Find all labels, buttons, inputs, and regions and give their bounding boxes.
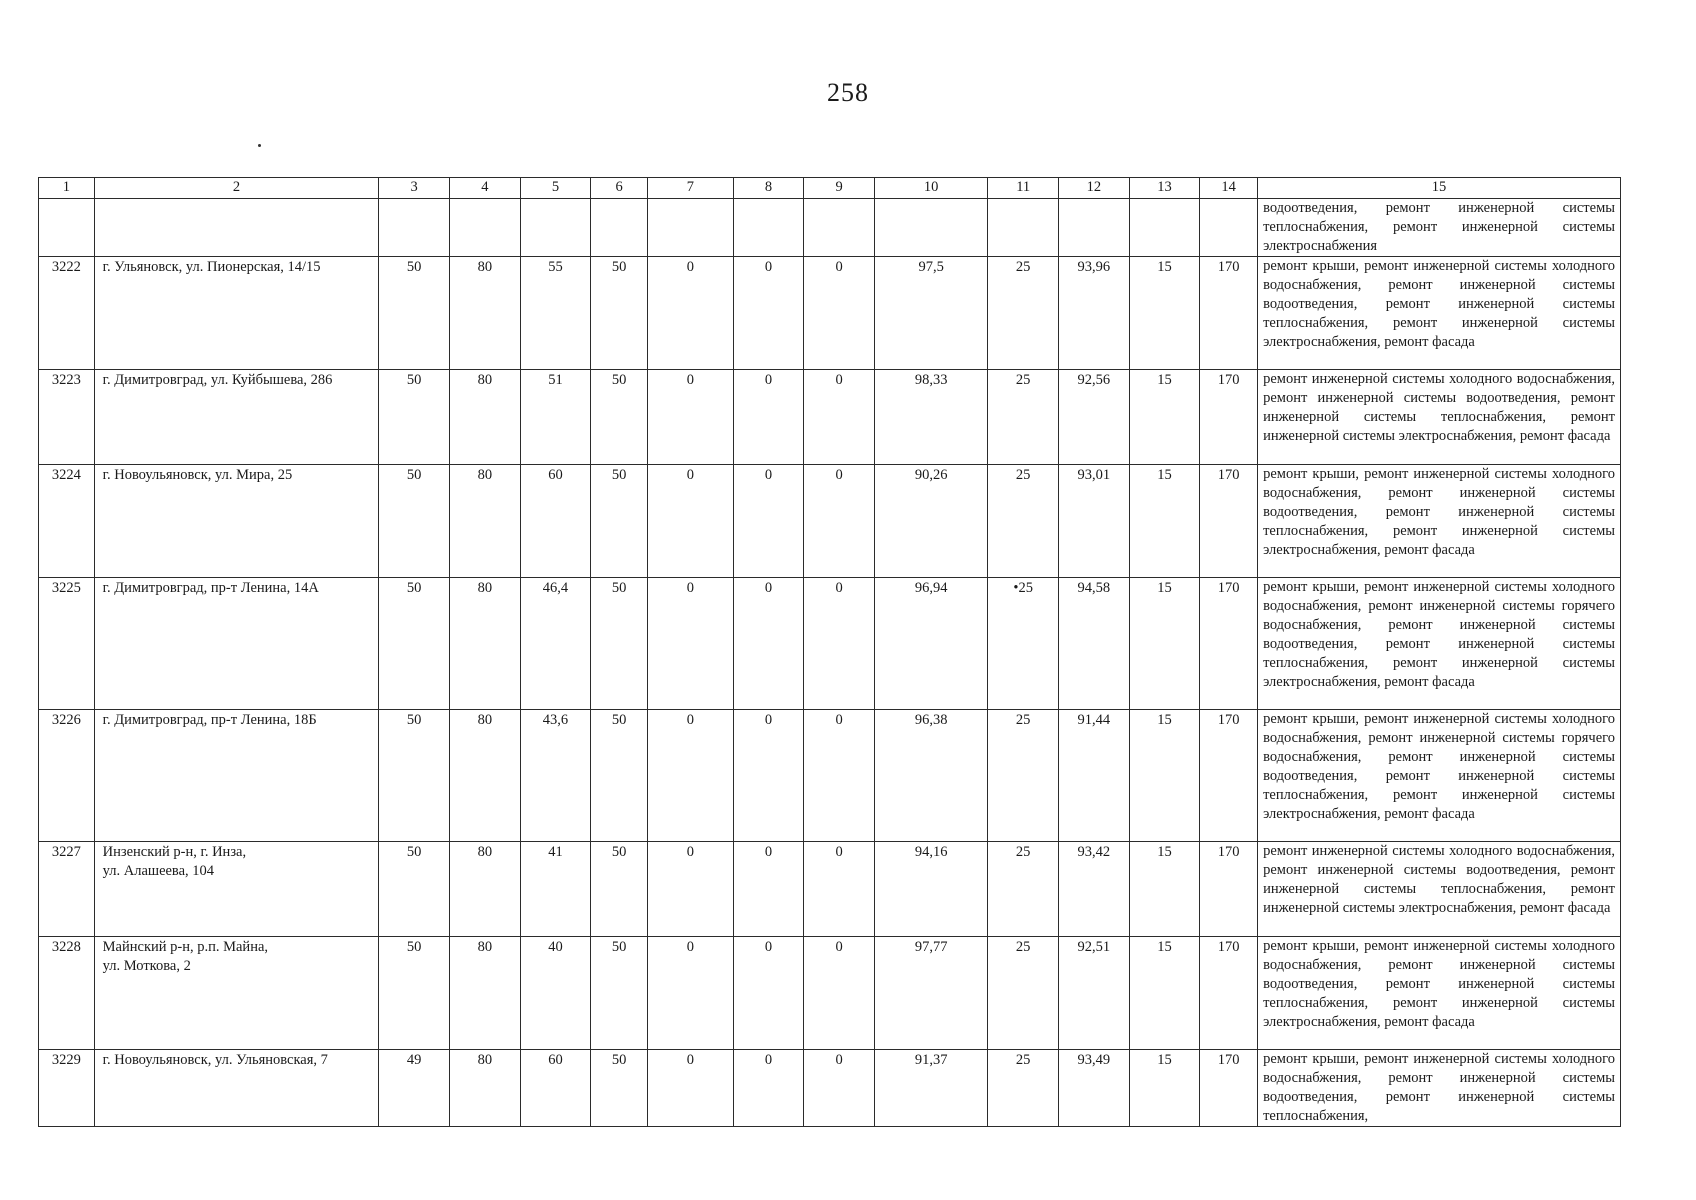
cell-work: ремонт инженерной системы холодного водоснабжения, ремонт инженерной системы водоотведения, ремонт инженерной системы теплоснабжения, ремонт инженерной системы электроснабжения, ремонт фасада [1258,370,1621,465]
column-header-9: 9 [804,178,875,199]
cell-c7: 0 [648,842,734,937]
cell-c13: 15 [1129,842,1200,937]
table-row [39,578,1621,710]
column-header-6: 6 [591,178,648,199]
cell-c5: 60 [520,465,591,578]
cell-c9: 0 [804,257,875,370]
cell-c7: 0 [648,465,734,578]
cell-c7: 0 [648,257,734,370]
cell-c5: 60 [520,1050,591,1127]
cell-id: 3224 [39,465,95,578]
cell-c11 [988,199,1059,257]
cell-address [94,370,379,465]
cell-work: ремонт крыши, ремонт инженерной системы холодного водоснабжения, ремонт инженерной системы горячего водоснабжения, ремонт инженерной системы водоотведения, ремонт инженерной системы теплоснабжения, ремонт инженерной системы электроснабжения, ремонт фасада [1258,578,1621,710]
column-header-11: 11 [988,178,1059,199]
column-header-1: 1 [39,178,95,199]
scan-speck [258,144,261,147]
cell-c5: 43,6 [520,710,591,842]
cell-work: ремонт крыши, ремонт инженерной системы холодного водоснабжения, ремонт инженерной системы горячего водоснабжения, ремонт инженерной системы водоотведения, ремонт инженерной системы теплоснабжения, ремонт инженерной системы электроснабжения, ремонт фасада [1258,710,1621,842]
cell-c3: 49 [379,1050,450,1127]
registry-table-wrapper [38,177,1621,1127]
cell-c3: 50 [379,842,450,937]
cell-c4: 80 [450,578,521,710]
cell-c12: 93,42 [1059,842,1130,937]
cell-c7: 0 [648,1050,734,1127]
registry-table [38,177,1621,1127]
cell-c11: 25 [988,1050,1059,1127]
address-line: г. Димитровград, ул. Куйбышева, 286 [102,372,333,388]
cell-c3: 50 [379,465,450,578]
cell-work: ремонт крыши, ремонт инженерной системы холодного водоснабжения, ремонт инженерной системы водоотведения, ремонт инженерной системы теплоснабжения, ремонт инженерной системы электроснабжения, ремонт фасада [1258,257,1621,370]
cell-id: 3222 [39,257,95,370]
cell-c13: 15 [1129,710,1200,842]
cell-c11: 25 [988,370,1059,465]
address-line: Инзенский р-н, г. Инза, [102,844,247,860]
cell-address [94,578,379,710]
cell-c12: 92,51 [1059,937,1130,1050]
cell-c13: 15 [1129,937,1200,1050]
cell-c3: 50 [379,257,450,370]
address-line: г. Новоульяновск, ул. Ульяновская, 7 [102,1052,328,1068]
column-header-7: 7 [648,178,734,199]
address-line: г. Новоульяновск, ул. Мира, 25 [102,467,293,483]
cell-c14: 170 [1200,1050,1258,1127]
cell-c3: 50 [379,370,450,465]
cell-c8: 0 [733,842,804,937]
cell-c13: 15 [1129,465,1200,578]
column-header-3: 3 [379,178,450,199]
cell-c6: 50 [591,842,648,937]
cell-work: ремонт инженерной системы холодного водоснабжения, ремонт инженерной системы водоотведения, ремонт инженерной системы теплоснабжения, ремонт инженерной системы электроснабжения, ремонт фасада [1258,842,1621,937]
cell-c11: 25 [988,842,1059,937]
cell-c5: 51 [520,370,591,465]
cell-c10: 91,37 [874,1050,987,1127]
address-line: г. Ульяновск, ул. Пионерская, 14/15 [102,259,321,275]
column-header-10: 10 [874,178,987,199]
cell-id: 3223 [39,370,95,465]
cell-c6: 50 [591,578,648,710]
cell-c13: 15 [1129,370,1200,465]
cell-c8: 0 [733,257,804,370]
cell-c11: •25 [988,578,1059,710]
table-row [39,937,1621,1050]
cell-c9 [804,199,875,257]
cell-c11: 25 [988,710,1059,842]
cell-c8: 0 [733,710,804,842]
cell-c8: 0 [733,465,804,578]
cell-c13: 15 [1129,1050,1200,1127]
cell-c4: 80 [450,370,521,465]
cell-address [94,257,379,370]
table-row [39,465,1621,578]
cell-c14 [1200,199,1258,257]
table-row [39,1050,1621,1127]
cell-c10: 96,94 [874,578,987,710]
table-body [39,199,1621,1127]
cell-c14: 170 [1200,710,1258,842]
cell-c14: 170 [1200,465,1258,578]
cell-c3 [379,199,450,257]
cell-c4: 80 [450,710,521,842]
column-header-13: 13 [1129,178,1200,199]
address-line: ул. Алашеева, 104 [102,863,215,879]
cell-id [39,199,95,257]
cell-c10: 98,33 [874,370,987,465]
cell-c4: 80 [450,1050,521,1127]
column-header-14: 14 [1200,178,1258,199]
address-line: г. Димитровград, пр-т Ленина, 14А [102,580,319,596]
cell-c9: 0 [804,842,875,937]
cell-id: 3228 [39,937,95,1050]
cell-c6: 50 [591,257,648,370]
cell-c12: 93,01 [1059,465,1130,578]
cell-work: водоотведения, ремонт инженерной системы теплоснабжения, ремонт инженерной системы электроснабжения [1258,199,1621,257]
cell-c4 [450,199,521,257]
cell-c11: 25 [988,257,1059,370]
cell-c6: 50 [591,370,648,465]
cell-c12: 93,49 [1059,1050,1130,1127]
cell-address [94,1050,379,1127]
cell-c12: 94,58 [1059,578,1130,710]
cell-c12: 93,96 [1059,257,1130,370]
table-row [39,710,1621,842]
cell-c10: 90,26 [874,465,987,578]
cell-address [94,199,379,257]
cell-c10: 97,77 [874,937,987,1050]
cell-c3: 50 [379,937,450,1050]
cell-c11: 25 [988,465,1059,578]
cell-c12 [1059,199,1130,257]
address-line: г. Димитровград, пр-т Ленина, 18Б [102,712,317,728]
cell-c9: 0 [804,1050,875,1127]
cell-c5 [520,199,591,257]
cell-c6: 50 [591,710,648,842]
cell-id: 3229 [39,1050,95,1127]
column-header-12: 12 [1059,178,1130,199]
cell-c9: 0 [804,937,875,1050]
cell-id: 3226 [39,710,95,842]
cell-c6: 50 [591,1050,648,1127]
cell-c6 [591,199,648,257]
cell-address [94,710,379,842]
cell-c7: 0 [648,370,734,465]
address-line: Майнский р-н, р.п. Майна, [102,939,269,955]
cell-c14: 170 [1200,370,1258,465]
cell-c13: 15 [1129,257,1200,370]
table-row [39,257,1621,370]
cell-c14: 170 [1200,578,1258,710]
cell-c13 [1129,199,1200,257]
table-row [39,370,1621,465]
cell-c13: 15 [1129,578,1200,710]
table-row [39,842,1621,937]
header-row [39,178,1621,199]
cell-c14: 170 [1200,257,1258,370]
cell-c7: 0 [648,937,734,1050]
cell-c4: 80 [450,937,521,1050]
cell-c5: 55 [520,257,591,370]
table-row-continuation [39,199,1621,257]
cell-c8: 0 [733,1050,804,1127]
column-header-5: 5 [520,178,591,199]
cell-id: 3227 [39,842,95,937]
cell-address [94,937,379,1050]
cell-c8: 0 [733,578,804,710]
cell-c3: 50 [379,710,450,842]
cell-address [94,465,379,578]
column-header-8: 8 [733,178,804,199]
cell-c7: 0 [648,578,734,710]
cell-c8: 0 [733,370,804,465]
cell-c10: 97,5 [874,257,987,370]
cell-c10: 96,38 [874,710,987,842]
page-number: 258 [827,78,869,107]
cell-c5: 46,4 [520,578,591,710]
cell-c10 [874,199,987,257]
cell-c7: 0 [648,710,734,842]
cell-c3: 50 [379,578,450,710]
cell-work: ремонт крыши, ремонт инженерной системы холодного водоснабжения, ремонт инженерной системы водоотведения, ремонт инженерной системы теплоснабжения, ремонт инженерной системы электроснабжения, ремонт фасада [1258,937,1621,1050]
cell-c6: 50 [591,465,648,578]
cell-c5: 41 [520,842,591,937]
cell-address [94,842,379,937]
cell-c4: 80 [450,257,521,370]
cell-work: ремонт крыши, ремонт инженерной системы холодного водоснабжения, ремонт инженерной системы водоотведения, ремонт инженерной системы теплоснабжения, ремонт инженерной системы электроснабжения, ремонт фасада [1258,465,1621,578]
cell-c8 [733,199,804,257]
cell-c9: 0 [804,578,875,710]
cell-c5: 40 [520,937,591,1050]
cell-work: ремонт крыши, ремонт инженерной системы холодного водоснабжения, ремонт инженерной системы водоотведения, ремонт инженерной системы теплоснабжения, [1258,1050,1621,1127]
cell-c12: 92,56 [1059,370,1130,465]
cell-c4: 80 [450,465,521,578]
cell-c4: 80 [450,842,521,937]
cell-c9: 0 [804,710,875,842]
cell-id: 3225 [39,578,95,710]
cell-c12: 91,44 [1059,710,1130,842]
column-header-15: 15 [1258,178,1621,199]
cell-c14: 170 [1200,842,1258,937]
cell-c11: 25 [988,937,1059,1050]
cell-c10: 94,16 [874,842,987,937]
cell-c6: 50 [591,937,648,1050]
cell-c9: 0 [804,465,875,578]
cell-c9: 0 [804,370,875,465]
column-header-2: 2 [94,178,379,199]
address-line: ул. Моткова, 2 [102,958,191,974]
cell-c14: 170 [1200,937,1258,1050]
column-header-4: 4 [450,178,521,199]
cell-c8: 0 [733,937,804,1050]
cell-c7 [648,199,734,257]
